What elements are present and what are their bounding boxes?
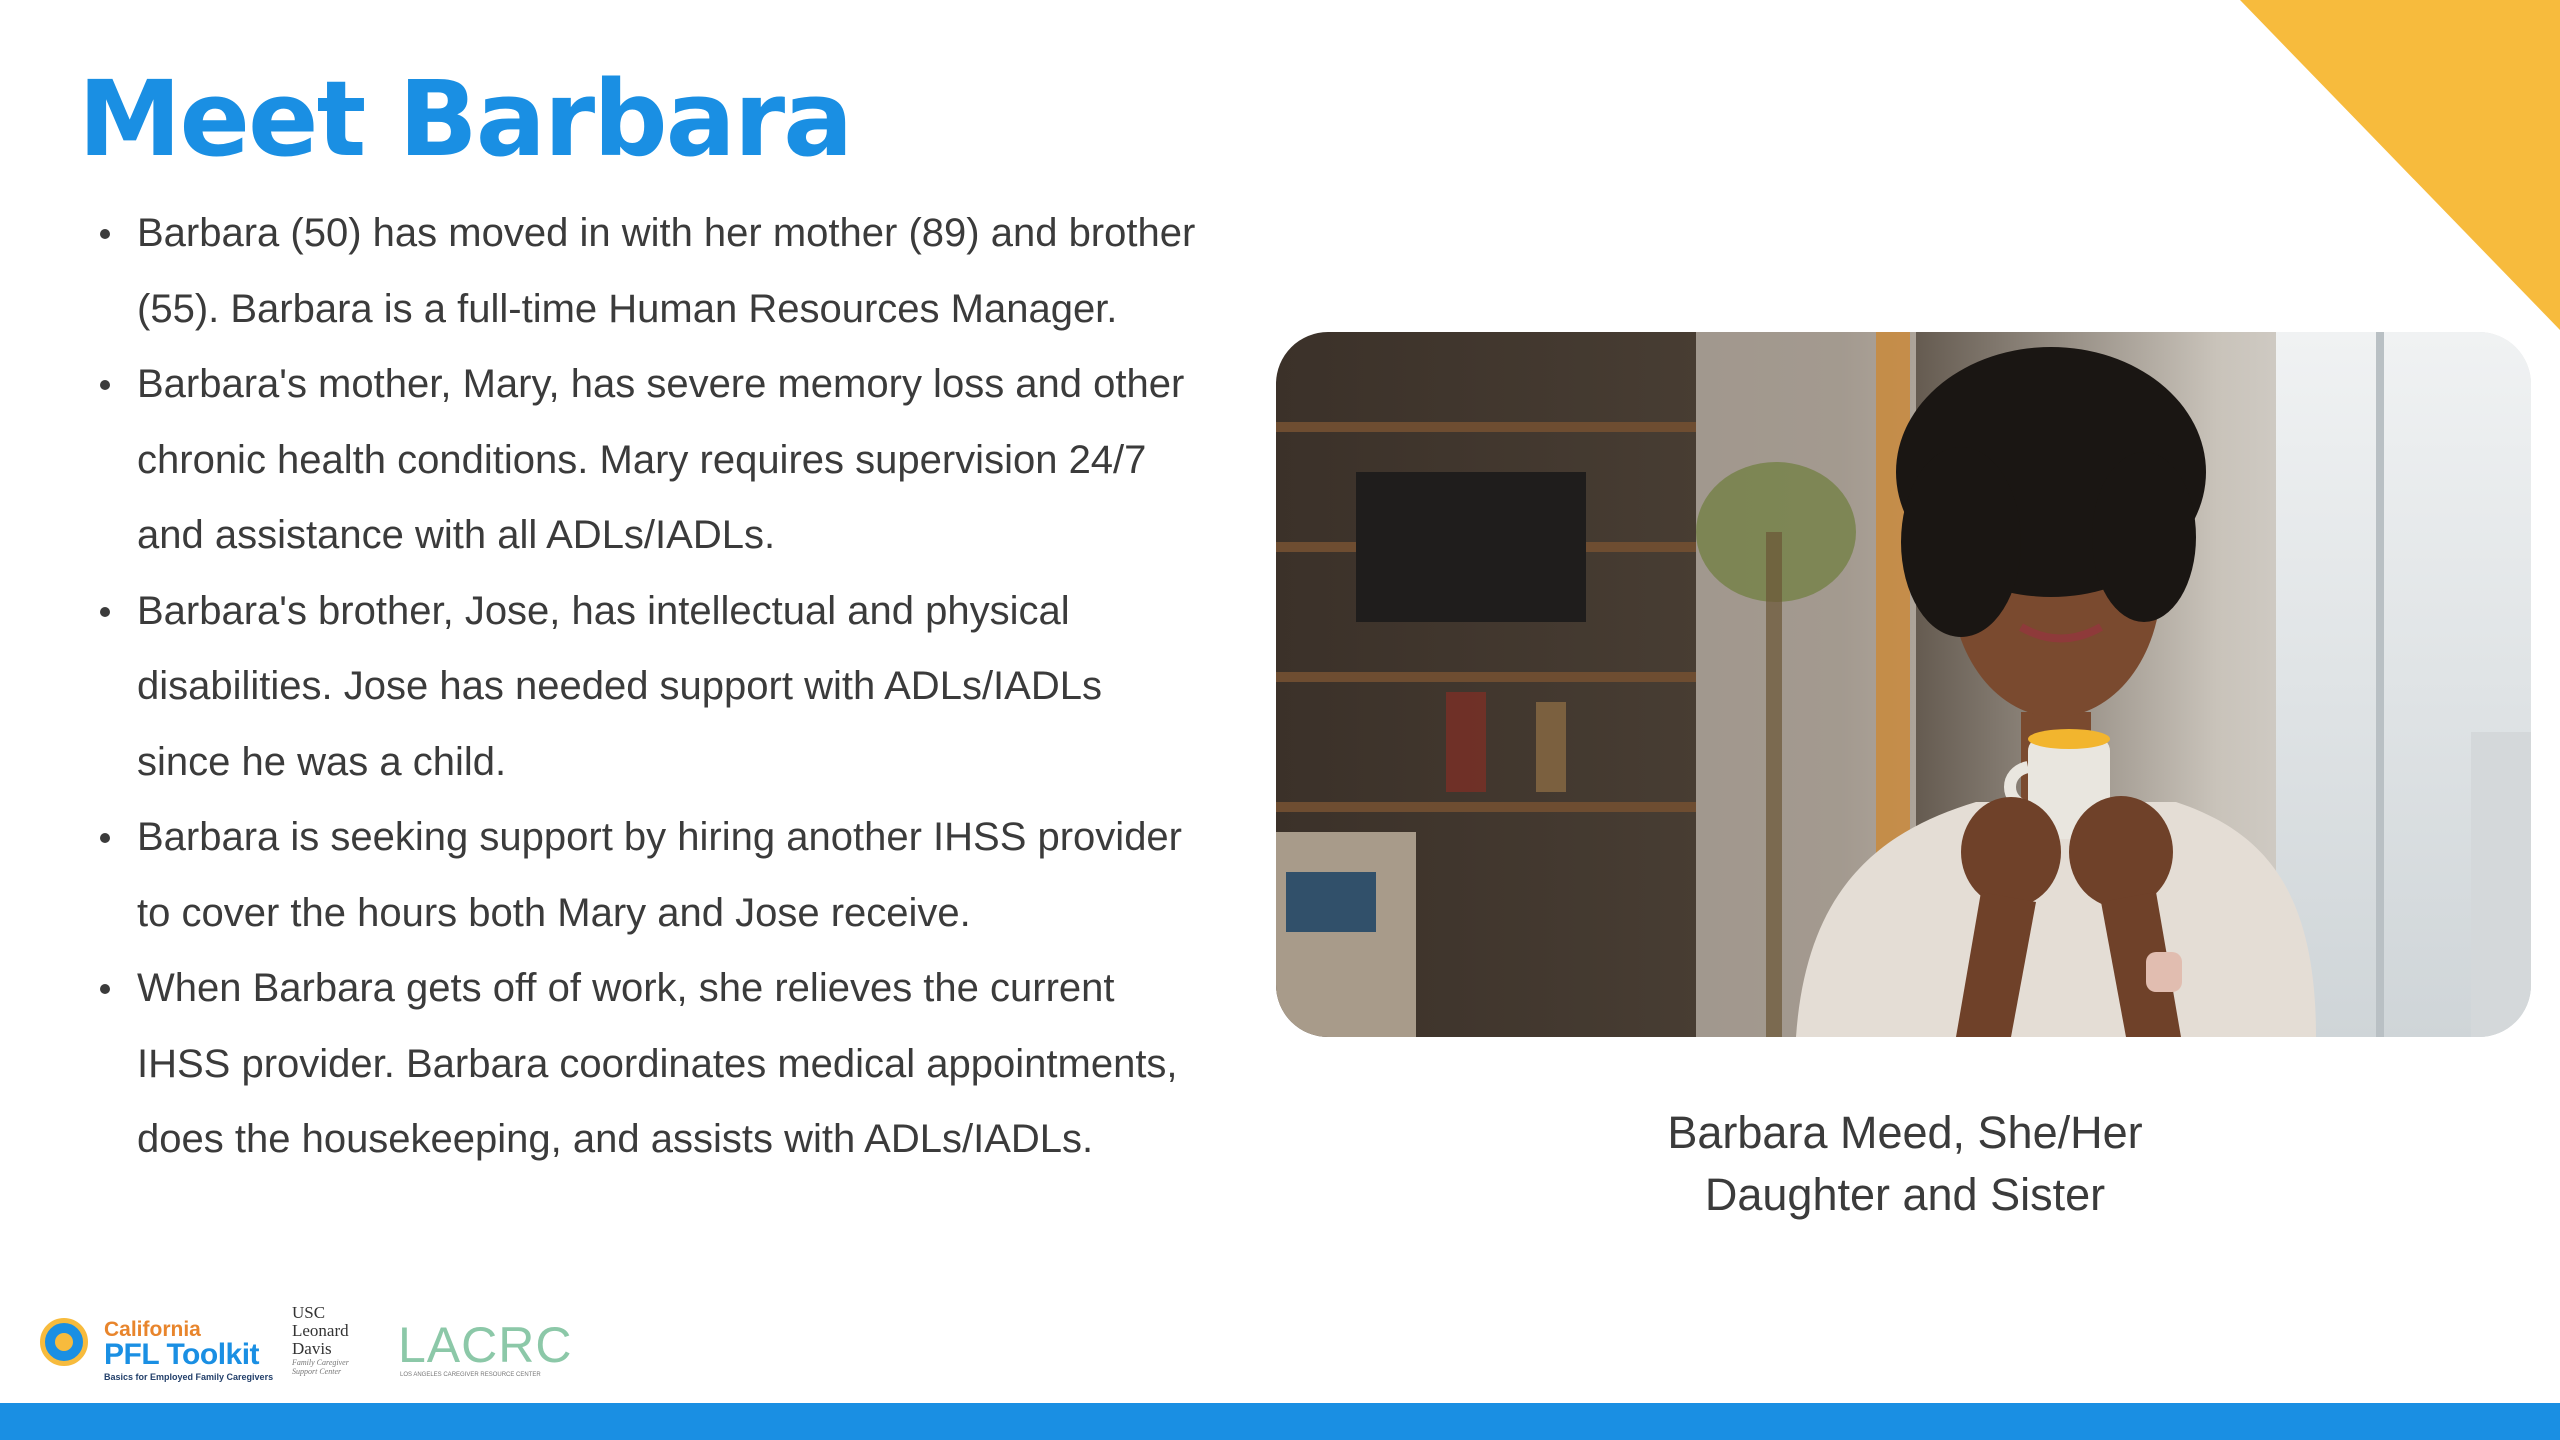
bullet-line: Barbara is seeking support by hiring another IHSS provider — [137, 815, 1182, 859]
bullet-line: IHSS provider. Barbara coordinates medical appointments, — [137, 1041, 1178, 1086]
bullet-item — [137, 800, 1247, 951]
bullet-line: disabilities. Jose has needed support with ADLs/IADLs — [137, 664, 1102, 708]
bullet-item — [137, 196, 1247, 347]
pfl-logo-icon — [40, 1318, 88, 1366]
pfl-logo-top: California — [104, 1318, 201, 1341]
caption-role: Daughter and Sister — [1704, 1169, 2106, 1220]
bullet-line: (55). Barbara is a full-time Human Resources Manager. — [137, 286, 1118, 331]
barbara-photo — [1276, 332, 2531, 1037]
corner-accent-triangle — [2240, 0, 2560, 330]
usc-logo — [292, 1304, 372, 1376]
bullet-list — [137, 196, 1247, 1178]
woman-holding-mug-illustration — [1276, 332, 2531, 1037]
bullet-line: since he was a child. — [137, 739, 507, 784]
bullet-line: does the housekeeping, and assists with ADLs/IADLs. — [137, 1117, 1094, 1161]
bullet-line: Barbara's brother, Jose, has intellectual and physical — [137, 588, 1070, 633]
usc-logo-line: Davis — [292, 1339, 332, 1358]
usc-logo-line: USC — [292, 1303, 326, 1322]
bullet-line: When Barbara gets off of work, she relieves the current — [137, 966, 1115, 1010]
pfl-logo-main: PFL Toolkit — [104, 1338, 260, 1371]
bullet-line: Barbara's mother, Mary, has severe memory loss and other — [137, 362, 1185, 406]
bottom-accent-bar — [0, 1403, 2560, 1440]
pfl-logo-sub: Basics for Employed Family Caregivers — [104, 1372, 274, 1382]
usc-logo-tag: Family Caregiver Support Center — [292, 1358, 349, 1376]
bullet-item — [137, 951, 1247, 1178]
footer-logos — [36, 1296, 596, 1386]
photo-caption — [1500, 1102, 2310, 1226]
bullet-item — [137, 574, 1247, 801]
lacrc-logo-sub: LOS ANGELES CAREGIVER RESOURCE CENTER — [400, 1372, 541, 1378]
bullet-line: Barbara (50) has moved in with her mother (89) and brother — [137, 211, 1196, 255]
caption-name: Barbara Meed, She/Her — [1667, 1107, 2143, 1158]
lacrc-logo: LACRC — [398, 1317, 573, 1373]
usc-logo-line: Leonard — [292, 1321, 349, 1340]
slide-title: Meet Barbara — [78, 58, 852, 180]
bullet-line: chronic health conditions. Mary requires supervision 24/7 — [137, 437, 1147, 482]
bullet-line: and assistance with all ADLs/IADLs. — [137, 513, 776, 557]
bullet-item — [137, 347, 1247, 574]
bullet-line: to cover the hours both Mary and Jose receive. — [137, 890, 971, 935]
